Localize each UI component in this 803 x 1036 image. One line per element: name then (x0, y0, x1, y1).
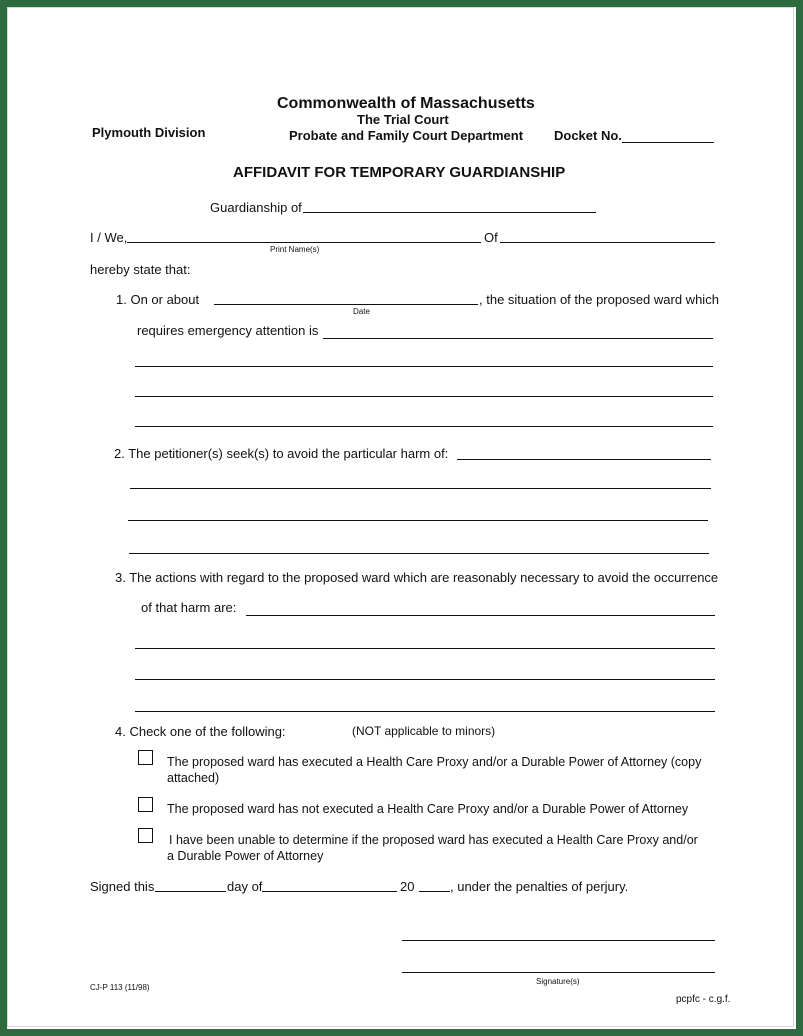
item3-answer-line[interactable] (135, 711, 715, 712)
division-label: Plymouth Division (92, 125, 206, 140)
day-of-label: day of (227, 879, 263, 894)
item3-line2: of that harm are: (141, 600, 237, 615)
option2-line1: The proposed ward has not executed a Health Care Proxy and/or a Durable Power of Attorney (167, 802, 689, 816)
guardianship-label: Guardianship of (210, 200, 302, 215)
signature-line[interactable] (402, 940, 715, 941)
signature-line[interactable] (402, 972, 715, 973)
item2-text: 2. The petitioner(s) seek(s) to avoid the particular harm of: (114, 446, 449, 461)
court-title: The Trial Court (357, 112, 449, 127)
of-address-field[interactable] (500, 242, 715, 243)
option-unable-checkbox[interactable] (138, 828, 153, 843)
signature-caption: Signature(s) (536, 977, 580, 986)
department-title: Probate and Family Court Department (289, 128, 524, 143)
option1-line1: The proposed ward has executed a Health Care Proxy and/or a Durable Power of Attorney (copy (167, 755, 702, 769)
item2-answer-line[interactable] (129, 553, 709, 554)
docket-number-field[interactable] (622, 142, 714, 143)
item1-line2: requires emergency attention is (137, 323, 319, 338)
item1-date-field[interactable] (214, 304, 478, 305)
iwe-label: I / We, (90, 230, 128, 245)
item4-text: 4. Check one of the following: (115, 724, 286, 739)
print-names-caption: Print Name(s) (270, 245, 320, 254)
item1-answer-line[interactable] (135, 366, 713, 367)
option-executed-checkbox[interactable] (138, 750, 153, 765)
year-prefix: 20 (400, 879, 415, 894)
item4-note: (NOT applicable to minors) (352, 724, 496, 738)
signed-day-field[interactable] (155, 891, 226, 892)
form-id: CJ-P 113 (11/98) (90, 983, 150, 992)
item1-answer-line[interactable] (135, 426, 713, 427)
docket-label: Docket No. (554, 128, 622, 143)
option3-line1: I have been unable to determine if the proposed ward has executed a Health Care Proxy and/or (169, 833, 698, 847)
item1-answer-line[interactable] (323, 338, 713, 339)
hereby-text: hereby state that: (90, 262, 191, 277)
item1-date-caption: Date (353, 307, 370, 316)
signed-this-label: Signed this (90, 879, 155, 894)
penalty-text: , under the penalties of perjury. (450, 879, 629, 894)
item2-answer-line[interactable] (130, 488, 711, 489)
signed-month-field[interactable] (262, 891, 397, 892)
print-names-field[interactable] (127, 242, 481, 243)
item2-answer-line[interactable] (457, 459, 711, 460)
guardianship-name-field[interactable] (303, 212, 596, 213)
of-label: Of (484, 230, 498, 245)
item2-answer-line[interactable] (128, 520, 708, 521)
item3-answer-line[interactable] (135, 679, 715, 680)
item1-answer-line[interactable] (135, 396, 713, 397)
option3-line2: a Durable Power of Attorney (167, 849, 324, 863)
state-title: Commonwealth of Massachusetts (277, 95, 535, 112)
item3-answer-line[interactable] (246, 615, 715, 616)
item1-suffix: , the situation of the proposed ward which (479, 292, 719, 307)
document-page (7, 7, 794, 1027)
option1-line2: attached) (167, 771, 220, 785)
item3-answer-line[interactable] (135, 648, 715, 649)
item1-prefix: 1. On or about (116, 292, 200, 307)
option-not-executed-checkbox[interactable] (138, 797, 153, 812)
form-title: AFFIDAVIT FOR TEMPORARY GUARDIANSHIP (233, 164, 566, 181)
signed-year-field[interactable] (419, 891, 450, 892)
item3-text: 3. The actions with regard to the proposed ward which are reasonably necessary to avoid the occurrence (115, 570, 719, 585)
footer-code: pcpfc - c.g.f. (676, 994, 731, 1005)
